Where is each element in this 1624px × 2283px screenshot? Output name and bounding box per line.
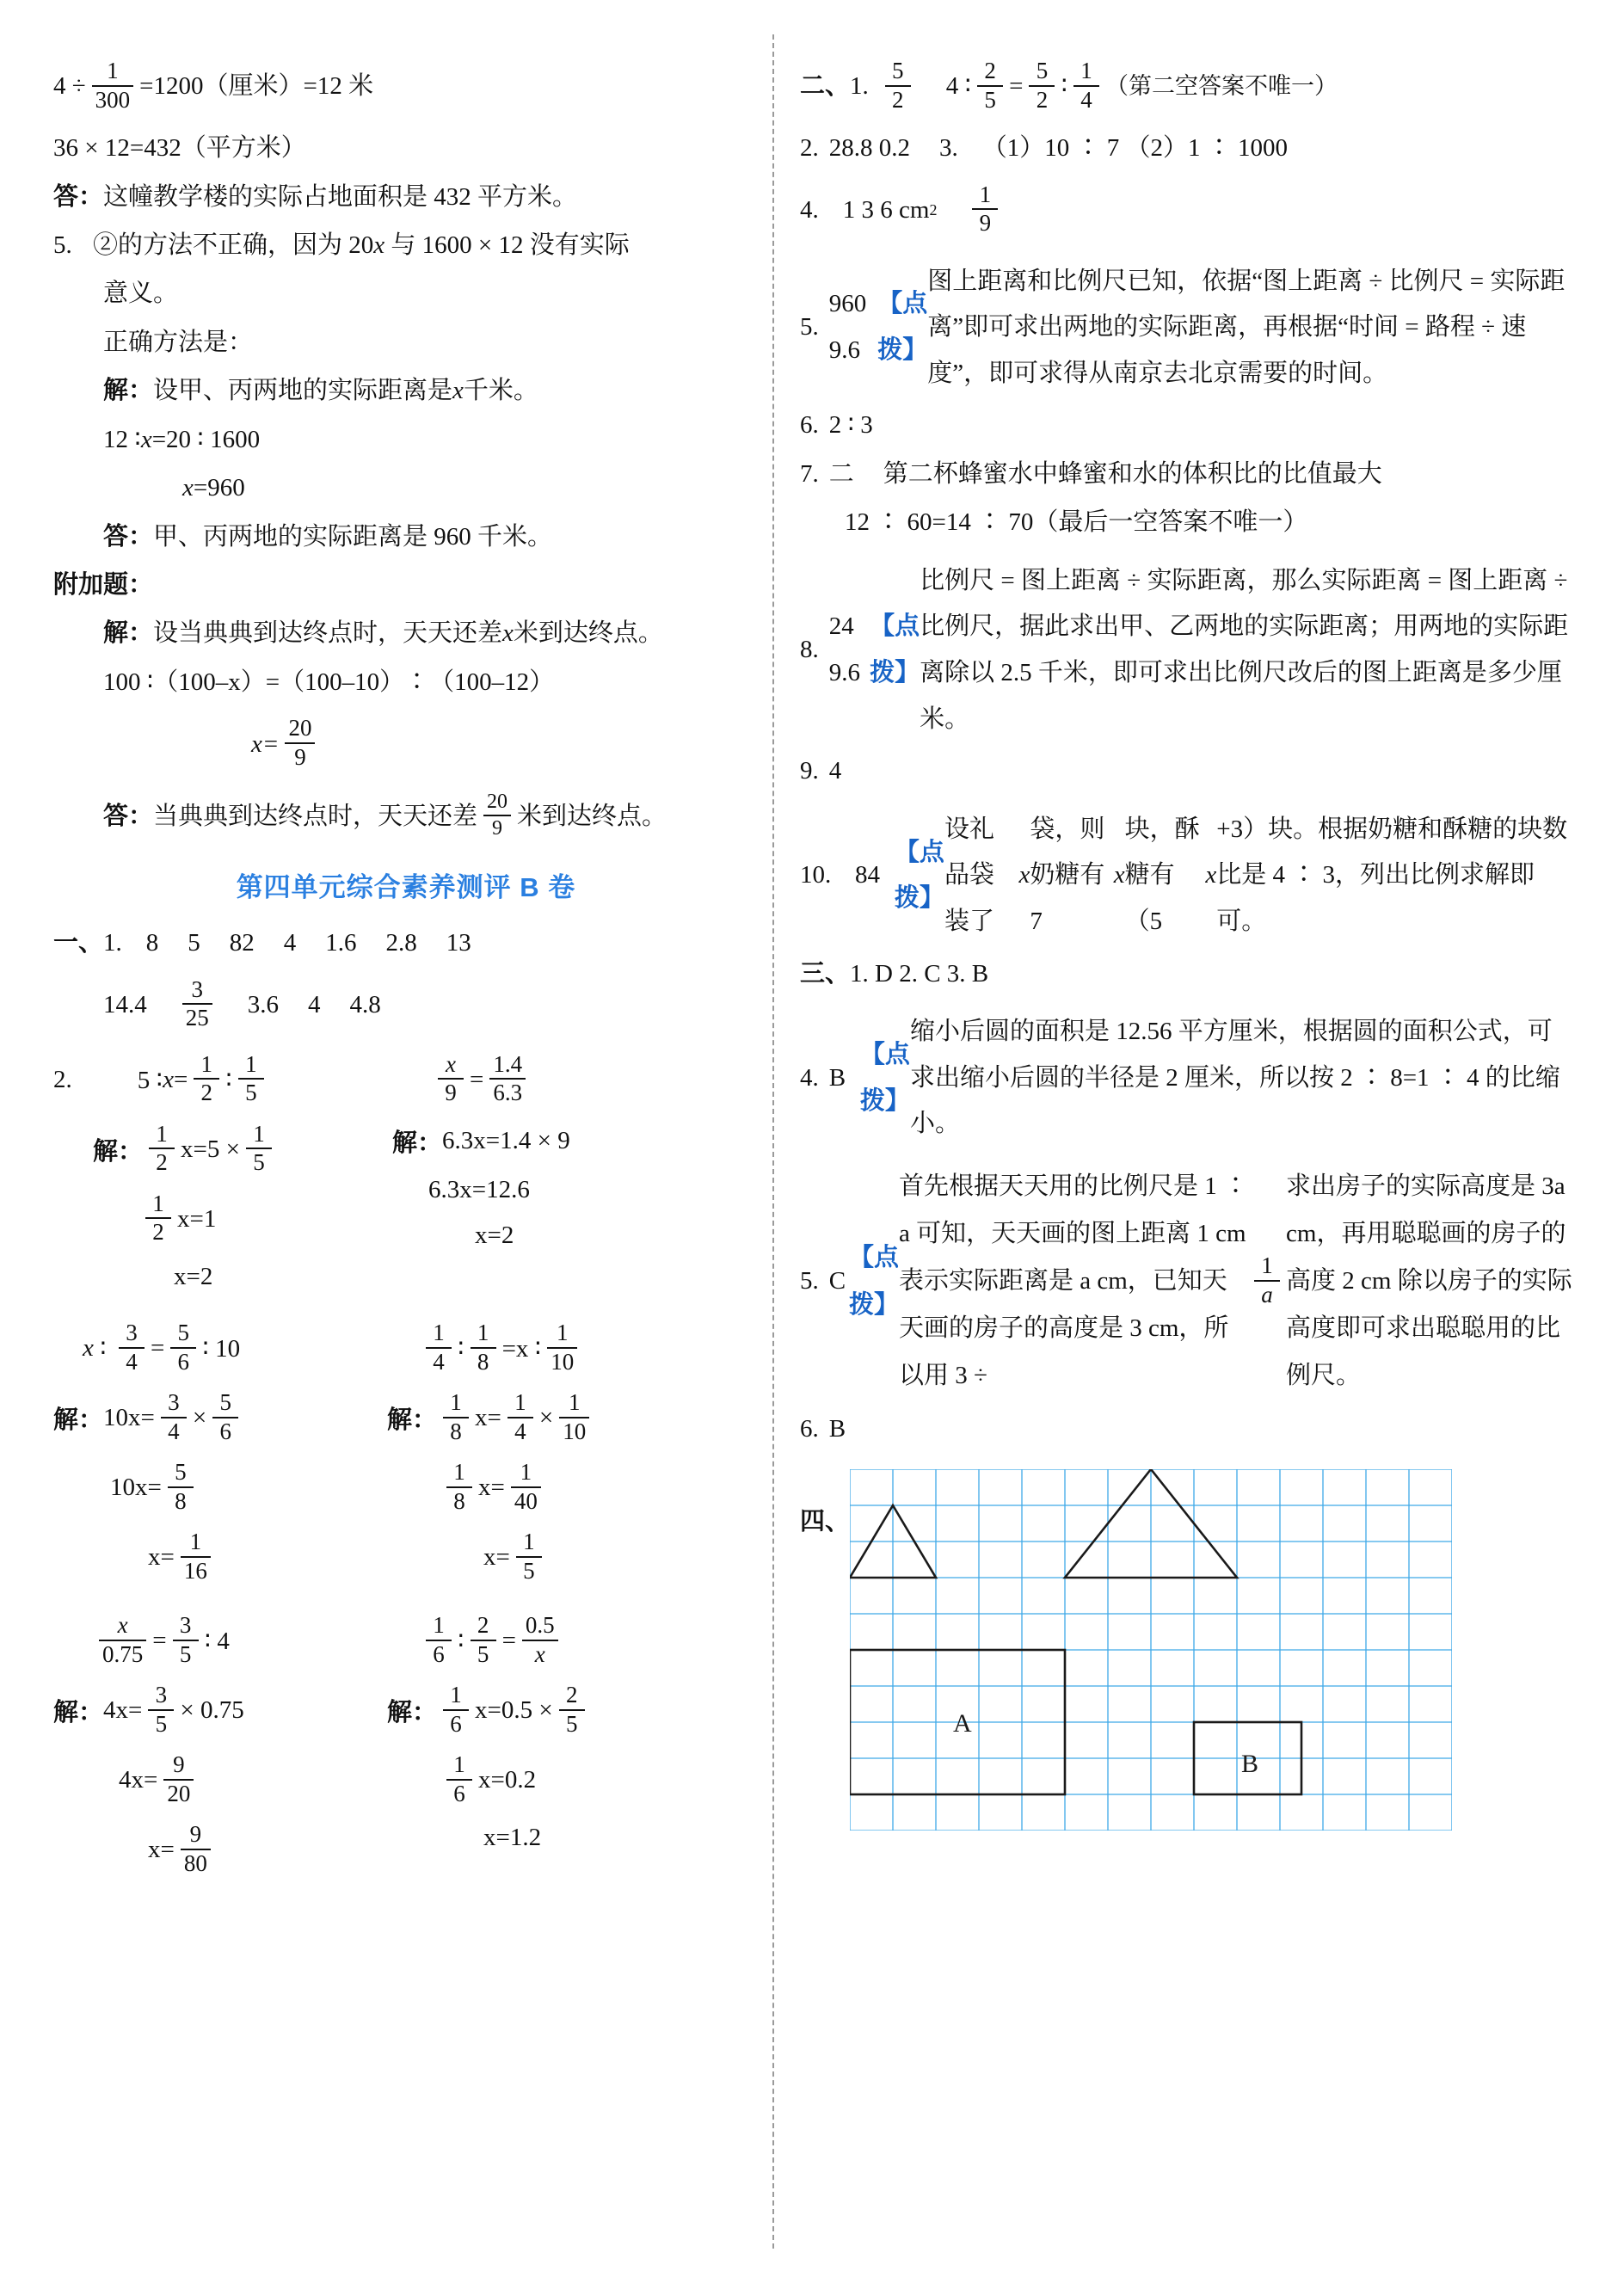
eq-step-2: 6.3x=12.6 (428, 1175, 530, 1203)
item-6-answer: 2 ∶ 3 (828, 411, 873, 440)
section-2-item-9 (800, 758, 1574, 784)
eq-step-3: x=2 (174, 1263, 213, 1290)
fraction-numerator: 20 (288, 715, 312, 742)
solve-text-b: 千米。 (463, 377, 538, 405)
fraction: $\frac{1}{6}$ (426, 1614, 452, 1666)
fraction: $\frac{1}{2}$ (145, 1192, 171, 1245)
equation-block-3 (53, 1612, 759, 1893)
item-10-exp-c: 块，酥糖有（5 (1124, 815, 1200, 936)
eq-statement (380, 1050, 707, 1106)
item-2-answers: 28.8 0.2 (828, 134, 910, 163)
section-1-label: 一、 (53, 929, 104, 957)
ans-1-5: 1.6 (325, 929, 357, 957)
fraction: $\frac{0.5}{x}$ (522, 1614, 558, 1666)
item-10-exp-a: 设礼品袋装了 (944, 815, 994, 936)
fraction-5-2: $\frac{5}{2}$ (885, 59, 911, 112)
eq-statement (53, 1050, 380, 1106)
section-3-item-5 (800, 1163, 1574, 1400)
fraction: $\frac{1}{40}$ (511, 1461, 541, 1513)
section-3-item-6 (800, 1416, 1574, 1442)
eq-step-3: x= $\frac{1}{5}$ (380, 1531, 707, 1584)
fraction: $\frac{1}{2}$ (149, 1123, 175, 1175)
eq-step-1 (53, 1120, 380, 1176)
ans-1-1: 8 (145, 929, 159, 957)
eq2: =960 (193, 474, 245, 502)
column-divider (772, 34, 774, 2249)
item-5-text-a: ②的方法不正确，因为 20 (93, 231, 374, 259)
item-number: 9. (800, 757, 819, 785)
equation-column-left (53, 1322, 380, 1601)
solve-label: 解： (103, 377, 154, 405)
eq-step-3: x=1.2 (483, 1824, 542, 1852)
section-1-row-2 (103, 975, 759, 1031)
tip-badge: 【点拨】 (848, 1243, 899, 1319)
grid-figure (850, 1469, 1452, 1831)
equation-block-2 (53, 1322, 759, 1601)
fraction-1-a: $\frac{1}{a}$ (1254, 1254, 1280, 1307)
fraction: $\frac{1}{16}$ (181, 1530, 211, 1583)
eq1-a: 12 ∶ (103, 425, 141, 453)
item-5-var-x: x (373, 231, 385, 259)
eq-mid: x=5 × (181, 1135, 240, 1163)
eq-body: 6.3x=1.4 × 9 (442, 1126, 570, 1154)
item-number: 10. (800, 861, 832, 889)
item-5-answer (103, 524, 759, 550)
item-number: 4. (800, 1063, 819, 1092)
item-5-answer: 960 9.6 (828, 290, 867, 365)
item-number: 5. (800, 1267, 819, 1295)
eq1-b: =20 ∶ 1600 (151, 425, 261, 453)
item-number: 4. (800, 195, 819, 224)
eq-sign: = (173, 1065, 188, 1093)
fraction: $\frac{1}{2}$ (194, 1053, 219, 1105)
section-2-item-1 (800, 60, 1574, 113)
eq-step-1: 解： 4x= $\frac{3}{5}$ × 0.75 (53, 1682, 244, 1737)
section-3-label: 三、 (800, 959, 851, 988)
item-5-explanation-part2: 求出房子的实际高度是 3a cm，再用聪聪画的房子的高度 2 cm 除以房子的实际高度即可求出聪聪用的比例尺。 (1286, 1172, 1572, 1390)
item-number: 2. (800, 134, 819, 163)
item-10-answer: 84 (855, 861, 880, 889)
extra-solve-label: 解： (103, 619, 154, 648)
item-number: 6. (800, 411, 819, 440)
eq-step-1: 解： $\frac{1}{8}$ x= $\frac{1}{4}$ × $\frac{1}{10}$ (380, 1392, 707, 1444)
calc-line-2: 36 × 12=432（平方米） (53, 134, 306, 163)
fraction: $\frac{2}{5}$ (471, 1614, 496, 1666)
fraction-denominator: 300 (95, 86, 131, 113)
fraction-numerator: 3 (191, 975, 203, 1002)
section-2-item-5 (800, 259, 1574, 397)
ans-2-2: 3.6 (247, 991, 279, 1019)
ratio-colon: ∶ (1061, 72, 1067, 101)
fraction-2-5: $\frac{2}{5}$ (977, 59, 1003, 112)
item-number: 5. (800, 313, 819, 342)
item-5-answer-text: 甲、丙两地的实际距离是 960 千米。 (153, 522, 553, 551)
equation-column-right (380, 1050, 707, 1308)
label-a: A (953, 1708, 972, 1738)
fraction: $\frac{1}{5}$ (238, 1053, 264, 1105)
fraction-bar (483, 815, 511, 816)
ans-1-2: 5 (188, 929, 200, 957)
fraction-1-300 (92, 59, 134, 112)
equation-column-right (380, 1322, 707, 1601)
item-5-answer: C (828, 1267, 846, 1295)
ans-1-4: 4 (283, 929, 297, 957)
eq-step-2 (53, 1190, 380, 1246)
solve-label: 解： (392, 1129, 443, 1157)
solve-label: 解： (53, 1699, 104, 1727)
item-5-explanation-part1: 首先根据天天用的比例尺是 1 ∶ a 可知，天天画的图上距离 1 cm 表示实际距离是 a cm，已知天天画的房子的高度是 3 cm，所以用 3 ÷ (898, 1172, 1248, 1390)
ans-2-1: 14.4 (103, 991, 147, 1019)
item-5-answer-label: 答： (103, 522, 154, 551)
fraction: $\frac{1}{4}$ (426, 1321, 452, 1374)
calc-line-1 (53, 60, 759, 113)
ans-1-7: 13 (446, 929, 471, 957)
fraction-denominator: 9 (294, 743, 306, 770)
fraction-20-9 (285, 717, 315, 769)
extra-question-title: 附加题： (53, 571, 154, 599)
extra-eq2-lhs: x= (251, 729, 280, 758)
section-2-label: 二、 (800, 72, 851, 101)
section-2-item-2 (800, 135, 1574, 161)
item-5-number: 5. (53, 231, 72, 259)
section-2-item-8 (800, 558, 1574, 743)
fraction: $\frac{3}{5}$ (148, 1683, 174, 1736)
eq-mid: x=1 (177, 1204, 217, 1233)
solve-label: 解： (387, 1699, 438, 1727)
section-1-item-number: 1. (103, 929, 122, 957)
fraction: $\frac{9}{80}$ (181, 1823, 211, 1875)
section-3-row (800, 961, 1574, 987)
fraction-1-4: $\frac{1}{4}$ (1073, 59, 1099, 112)
tip-badge: 【点拨】 (870, 612, 920, 687)
ans-1-3: 82 (229, 929, 255, 957)
unit-test-banner: 第四单元综合素养测评 B 卷 (236, 872, 576, 903)
item-5-eq-2: x =960 (182, 474, 245, 502)
fraction: $\frac{5}{8}$ (168, 1461, 194, 1513)
ratio-lead: 4 ∶ (945, 72, 972, 101)
fraction: $\frac{1}{5}$ (246, 1123, 272, 1175)
section-3-answers: 1. D 2. C 3. B (850, 959, 989, 988)
item-7-explanation: 第二杯蜂蜜水中蜂蜜和水的体积比的比值最大 (883, 459, 1382, 488)
extra-answer (103, 792, 759, 840)
fraction-20-9-answer (483, 791, 511, 839)
item-5-line-1 (53, 232, 759, 258)
superscript-2: 2 (929, 200, 938, 218)
fraction: $\frac{3}{4}$ (161, 1391, 187, 1443)
item-4-answers: 1 3 6 cm (842, 195, 930, 224)
fraction: $\frac{9}{20}$ (163, 1753, 194, 1806)
tip-badge: 【点拨】 (877, 290, 928, 365)
eq-step-3: x= $\frac{1}{16}$ (53, 1531, 380, 1584)
answer-text: 这幢教学楼的实际占地面积是 432 平方米。 (103, 182, 578, 211)
eq-statement: $\frac{x}{0.75}$ = $\frac{3}{5}$ ∶ 4 (53, 1615, 380, 1667)
item-7-answer: 二 (828, 459, 854, 488)
extra-solve-a: 设当典典到达终点时，天天还差 (153, 619, 503, 648)
eq-step-2: 4x= $\frac{9}{20}$ (53, 1754, 380, 1806)
equation-block-1 (53, 1050, 759, 1308)
fraction: $\frac{1}{6}$ (443, 1683, 469, 1736)
item-5-solve: 解： 设甲、丙两地的实际距离是 x 千米。 (103, 377, 538, 405)
eq-var: x (163, 1065, 174, 1093)
ans-1-6: 2.8 (385, 929, 417, 957)
section-2-item-number: 2. (53, 1065, 72, 1093)
fraction-numerator: 20 (487, 791, 508, 814)
extra-solve-b: 米到达终点。 (513, 619, 663, 648)
solve-text-a: 设甲、丙两地的实际距离是 (153, 377, 453, 405)
section-2-item-10: 10. 84 【点拨】 设礼品袋装了 x 袋，则奶糖有 7 x 块，酥糖有（5 x +3）块。根据奶糖和酥糖的块数比是 4 ∶ 3，列出比例求解即可。 (800, 807, 1574, 945)
fraction-numerator: 1 (107, 58, 119, 83)
fraction: $\frac{1}{8}$ (471, 1321, 496, 1374)
item-5-explanation: 图上距离和比例尺已知，依据“图上距离 ÷ 比例尺 = 实际距离”即可求出两地的实际距离，再根据“时间 = 路程 ÷ 速度”，即可求得从南京去北京需要的时间。 (927, 267, 1566, 387)
extra-answer-a: 当典典到达终点时，天天还差 (153, 802, 478, 830)
tip-badge: 【点拨】 (894, 838, 944, 913)
section-3-item-4 (800, 1009, 1574, 1148)
item-5-eq-1: 12 ∶ x =20 ∶ 1600 (103, 425, 261, 453)
fraction: $\frac{3}{5}$ (173, 1614, 199, 1666)
fraction-3-25 (182, 975, 212, 1031)
eq-step-1: 解： $\frac{1}{6}$ x=0.5 × $\frac{2}{5}$ (380, 1684, 707, 1737)
section-2-item-7 (800, 461, 1574, 487)
fraction: $\frac{1}{10}$ (559, 1391, 589, 1443)
item-5-text-b: 与 1600 × 12 没有实际 (391, 231, 630, 259)
answer-label: 答： (53, 182, 104, 211)
item-number: 7. (800, 459, 819, 488)
item-8-explanation: 比例尺 = 图上距离 ÷ 实际距离，那么实际距离 = 图上距离 ÷ 比例尺，据此求出甲、乙两地的实际距离；用两地的实际距离除以 2.5 千米，即可求出比例尺改后的图上距离是多少厘米。 (920, 566, 1569, 733)
extra-eq-2 (251, 717, 759, 770)
solve-label: 解： (387, 1406, 438, 1435)
fraction-5-2-b: $\frac{5}{2}$ (1029, 59, 1055, 112)
extra-solve: 解： 设当典典到达终点时，天天还差 x 米到达终点。 (103, 619, 663, 648)
fraction: $\frac{1}{8}$ (443, 1391, 469, 1443)
section-4-label: 四、 (800, 1507, 851, 1535)
fraction-1-9: $\frac{1}{9}$ (972, 183, 998, 236)
item-number: 3. (939, 134, 958, 163)
equation-column-left (53, 1612, 380, 1893)
eq-statement: $\frac{1}{4}$ ∶ $\frac{1}{8}$ =x ∶ $\frac{1}{10}$ (380, 1322, 707, 1375)
item-1-note: （第二空答案不唯一） (1105, 73, 1338, 100)
extra-answer-b: 米到达终点。 (517, 802, 667, 830)
section-4-row (800, 1464, 1574, 1831)
eq-statement: x ∶ $\frac{3}{4}$ = $\frac{5}{6}$ ∶ 10 (83, 1320, 241, 1375)
calc1-rest: =1200（厘米）=12 米 (139, 72, 374, 101)
label-b: B (1241, 1749, 1259, 1778)
item-5-line-2: 意义。 (103, 280, 179, 308)
item-number: 6. (800, 1414, 819, 1443)
eq-step-3: x=2 (475, 1221, 514, 1249)
eq-lead: 5 ∶ (137, 1066, 163, 1094)
answer-line-1 (53, 184, 759, 210)
fraction: $\frac{5}{6}$ (170, 1321, 196, 1374)
eq-step-1 (380, 1123, 707, 1159)
fraction: $\frac{x}{9}$ (438, 1053, 464, 1105)
fraction: $\frac{x}{0.75}$ (99, 1614, 146, 1666)
fraction: $\frac{2}{5}$ (559, 1683, 585, 1736)
item-4-answer: B (828, 1063, 846, 1092)
item-3-answers: （1）10 ∶ 7 （2）1 ∶ 1000 (981, 134, 1289, 163)
item-10-exp-d: +3）块。根据奶糖和酥糖的块数比是 4 ∶ 3，列出比例求解即可。 (1216, 815, 1568, 936)
extra-answer-label: 答： (103, 802, 154, 830)
section-2-item-6 (800, 412, 1574, 438)
item-4-explanation: 缩小后圆的面积是 12.56 平方厘米，根据圆的面积公式，可求出缩小后圆的半径是 2 厘米，所以按 2 ∶ 8=1 ∶ 4 的比缩小。 (909, 1018, 1560, 1138)
eq-step-1: 解： 10x= $\frac{3}{4}$ × $\frac{5}{6}$ (53, 1392, 380, 1444)
section-2-item-7-line-2: 12 ∶ 60=14 ∶ 70（最后一空答案不唯一） (845, 508, 1308, 537)
equation-column-left (53, 1050, 380, 1308)
item-6-answer: B (828, 1414, 846, 1443)
correct-method-label: 正确方法是： (103, 328, 254, 356)
eq-step-2: 10x= $\frac{5}{8}$ (53, 1461, 380, 1514)
left-column (53, 60, 759, 1908)
fraction-denominator: 25 (185, 1005, 209, 1031)
item-number: 8. (800, 636, 819, 664)
eq-step-2: $\frac{1}{8}$ x= $\frac{1}{40}$ (380, 1461, 707, 1514)
fraction: $\frac{1}{4}$ (508, 1391, 533, 1443)
fraction: $\frac{1}{6}$ (446, 1753, 472, 1806)
fraction: $\frac{1}{5}$ (516, 1530, 542, 1583)
section-2-item-4 (800, 181, 1574, 237)
equation-column-right (380, 1612, 707, 1893)
item-9-answer: 4 (828, 757, 842, 785)
fraction-denominator: 9 (492, 816, 503, 840)
eq-step-2: $\frac{1}{6}$ x=0.2 (380, 1754, 707, 1806)
eq-step-3: x= $\frac{9}{80}$ (53, 1824, 380, 1876)
eq-sign: = (470, 1065, 484, 1093)
ans-2-4: 4.8 (349, 991, 381, 1019)
item-number: 1. (850, 72, 869, 101)
right-column (800, 60, 1574, 1831)
fraction: $\frac{1}{10}$ (547, 1321, 577, 1374)
calc1-lead: 4 ÷ (53, 72, 86, 101)
fraction: $\frac{1}{8}$ (446, 1461, 472, 1513)
extra-eq-1: 100 ∶（100–x）=（100–10）∶（100–12） (103, 668, 555, 696)
solve-label: 解： (93, 1137, 144, 1166)
ratio-colon: ∶ (225, 1066, 232, 1094)
section-1-row-1 (53, 930, 759, 956)
item-10-exp-b: 袋，则奶糖有 7 (1030, 815, 1105, 936)
tip-badge: 【点拨】 (859, 1040, 910, 1115)
fraction: $\frac{5}{6}$ (212, 1391, 238, 1443)
ans-2-3: 4 (308, 991, 321, 1019)
eq-sign: = (1009, 72, 1024, 101)
eq-statement: $\frac{1}{6}$ ∶ $\frac{2}{5}$ = $\frac{0.5}{x}$ (380, 1615, 707, 1667)
fraction: $\frac{1.4}{6.3}$ (489, 1053, 526, 1105)
fraction: $\frac{3}{4}$ (119, 1321, 145, 1374)
grid-figure-svg (850, 1469, 1452, 1831)
solve-label: 解： (53, 1406, 104, 1435)
item-8-answer: 24 9.6 (828, 612, 860, 687)
